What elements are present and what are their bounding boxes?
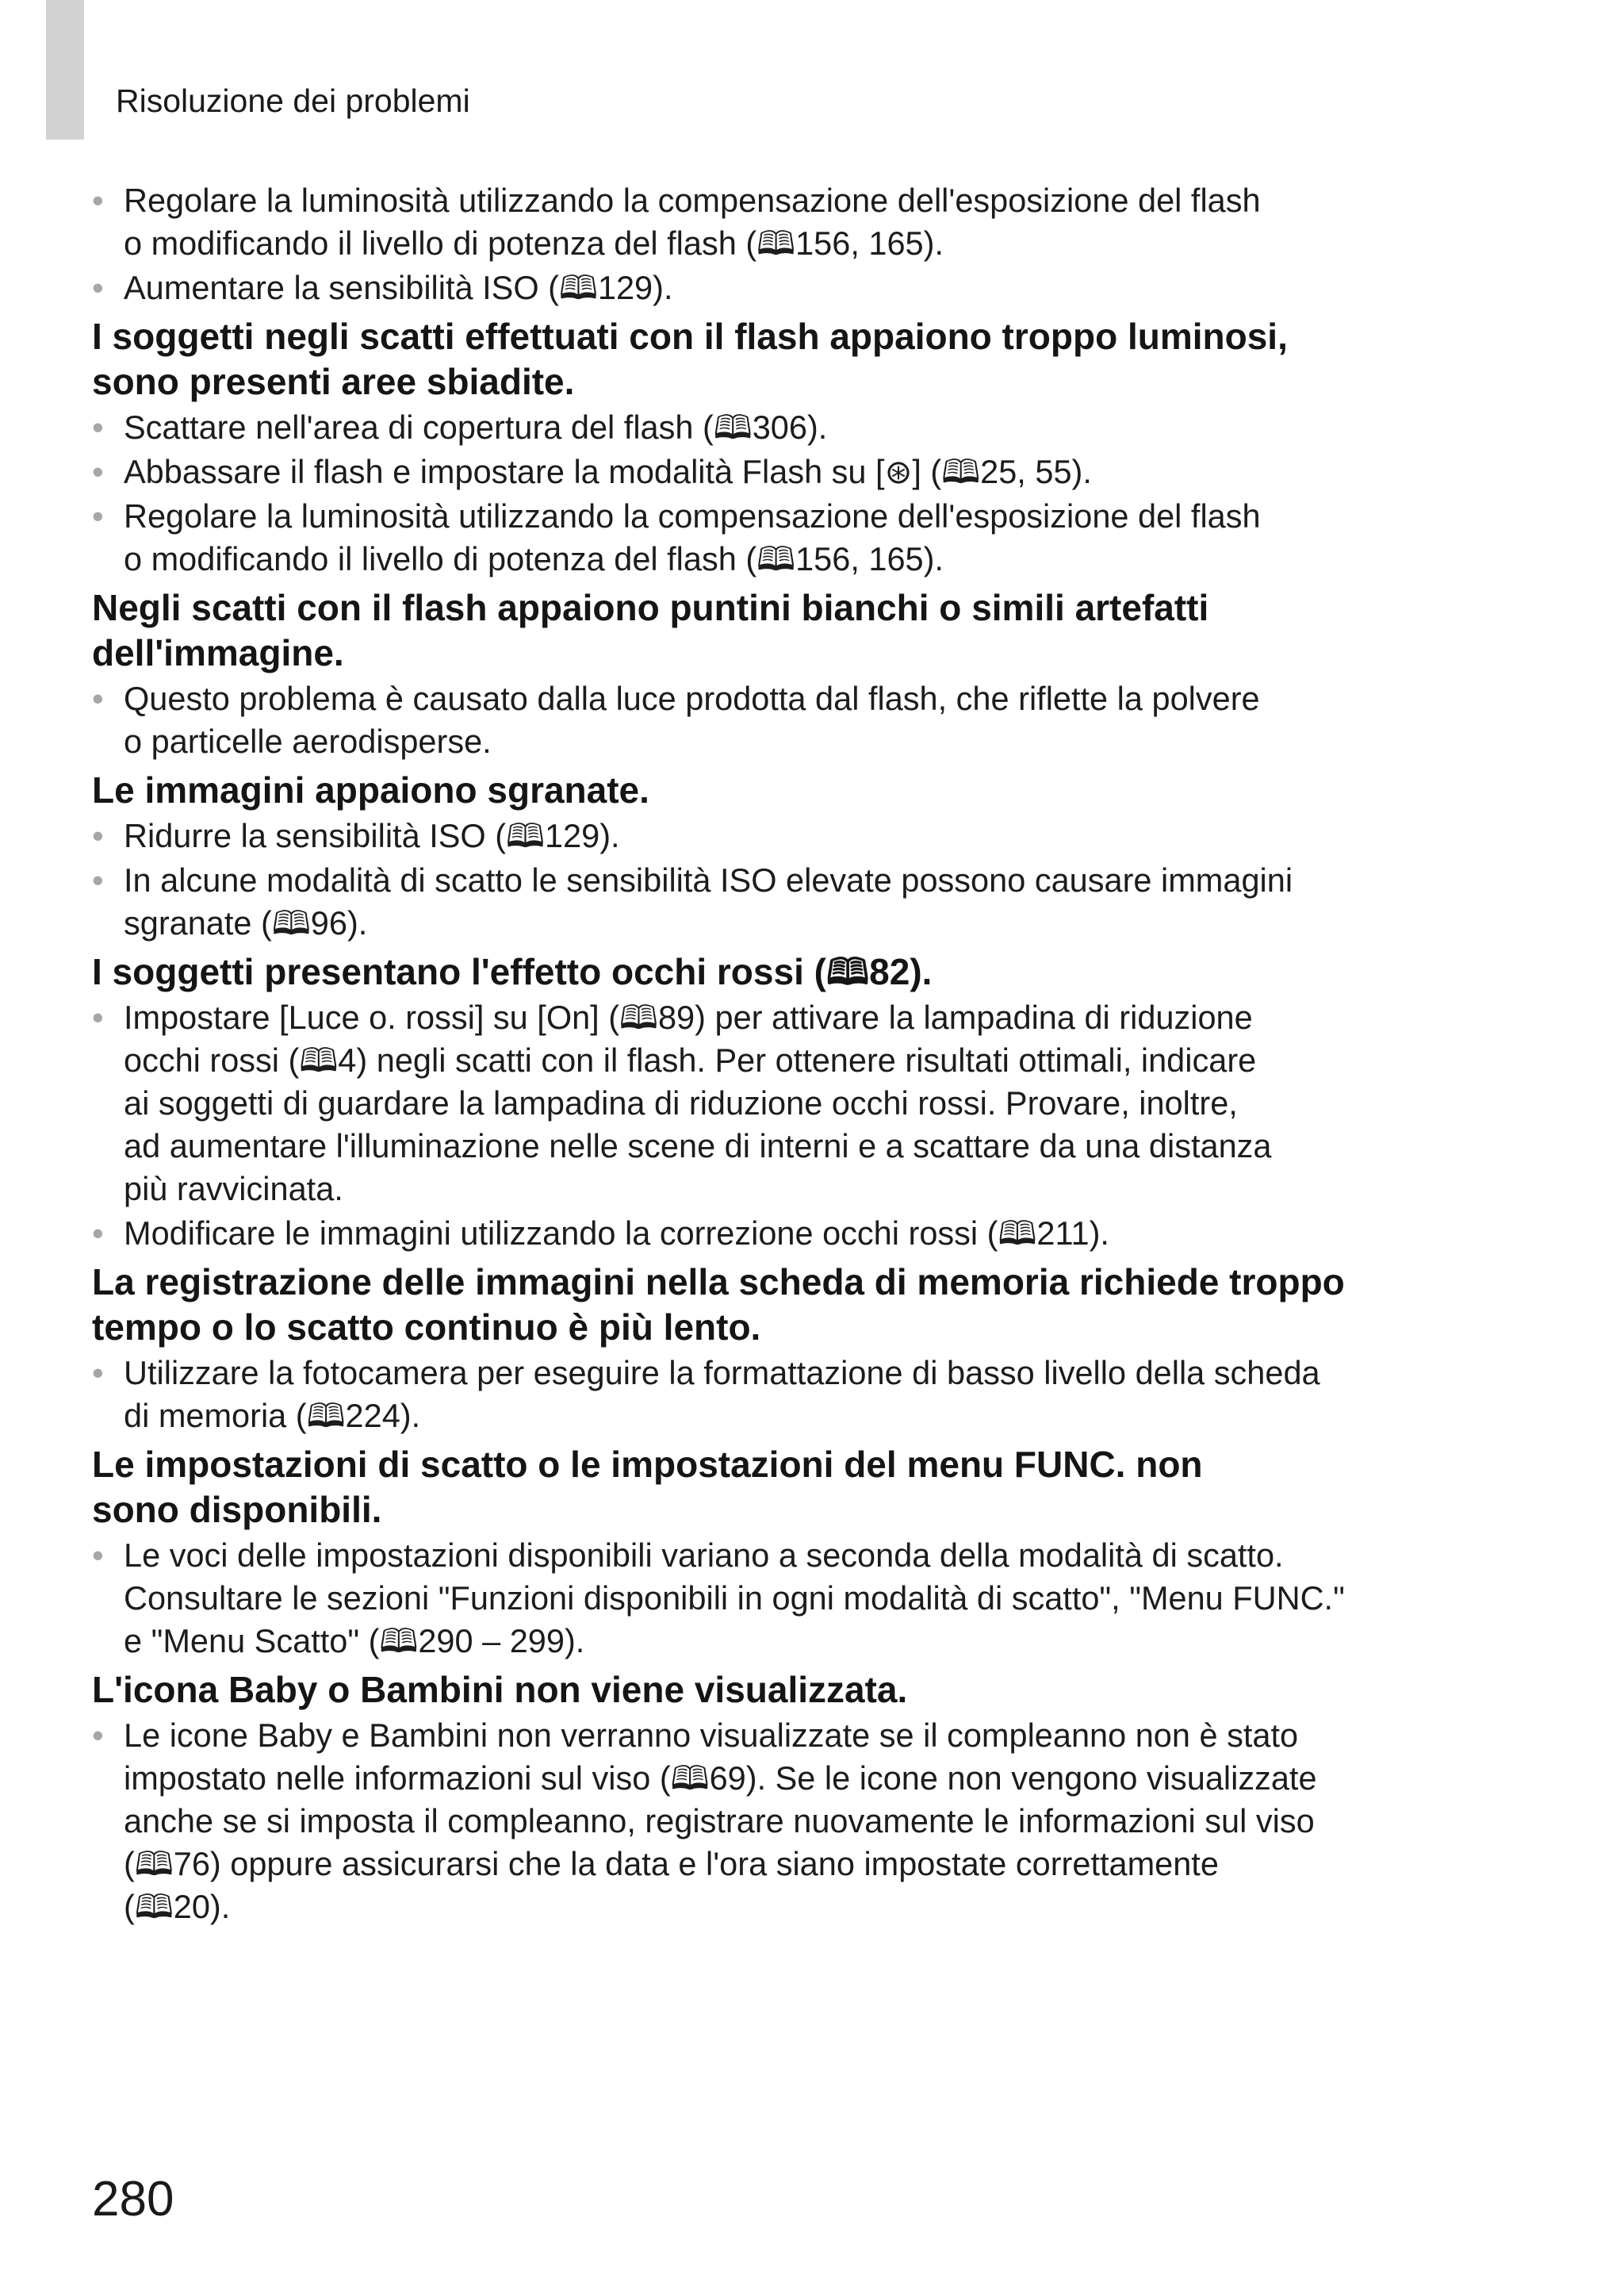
bullet-item	[92, 1212, 1519, 1255]
bullet-text-line: anche se si imposta il compleanno, registrare nuovamente le informazioni sul viso	[124, 1802, 1315, 1839]
bullet-item	[92, 451, 1519, 493]
section-bullet-list	[92, 1352, 1519, 1437]
bullet-text-line: Consultare le sezioni "Funzioni disponibili in ogni modalità di scatto", "Menu FUNC."	[124, 1579, 1345, 1617]
section-label: Risoluzione dei problemi	[116, 82, 470, 119]
section-heading	[92, 949, 1519, 995]
section-heading	[92, 314, 1519, 405]
bullet-text-line: o modificando il livello di potenza del flash (🕮156, 165).	[124, 540, 944, 577]
section-heading-line: Le immagini appaiono sgranate.	[92, 769, 649, 811]
troubleshooting-section	[92, 585, 1519, 763]
bullet-item	[92, 495, 1519, 581]
bullet-item	[92, 859, 1519, 945]
bullet-text-line: Modificare le immagini utilizzando la correzione occhi rossi (🕮211).	[124, 1214, 1109, 1252]
bullet-text-line: ad aumentare l'illuminazione nelle scene di interni e a scattare da una distanza	[124, 1127, 1272, 1164]
section-heading-line: I soggetti negli scatti effettuati con il flash appaiono troppo luminosi,	[92, 316, 1288, 357]
bullet-item	[92, 1534, 1519, 1663]
bullet-text-line: Le icone Baby e Bambini non verranno visualizzate se il compleanno non è stato	[124, 1717, 1299, 1754]
section-bullet-list	[92, 677, 1519, 763]
page-number: 280	[92, 2172, 174, 2227]
troubleshooting-section	[92, 1667, 1519, 1928]
bullet-item	[92, 815, 1519, 857]
bullet-text-line: Questo problema è causato dalla luce prodotta dal flash, che riflette la polvere	[124, 680, 1260, 717]
section-bullet-list	[92, 1534, 1519, 1663]
troubleshooting-section	[92, 314, 1519, 581]
section-heading-line: La registrazione delle immagini nella scheda di memoria richiede troppo	[92, 1261, 1345, 1302]
section-heading	[92, 1442, 1519, 1532]
bullet-item	[92, 677, 1519, 763]
section-bullet-list	[92, 815, 1519, 945]
bullet-text-line: Utilizzare la fotocamera per eseguire la formattazione di basso livello della scheda	[124, 1354, 1320, 1391]
section-heading-line: I soggetti presentano l'effetto occhi rossi (🕮82).	[92, 951, 933, 992]
bullet-text-line: (🕮76) oppure assicurarsi che la data e l'ora siano impostate correttamente	[124, 1845, 1219, 1882]
bullet-text-line: In alcune modalità di scatto le sensibilità ISO elevate possono causare immagini	[124, 861, 1293, 899]
bullet-dot-icon: •	[92, 1717, 104, 1754]
troubleshooting-section	[92, 1260, 1519, 1437]
bullet-text-line: ai soggetti di guardare la lampadina di riduzione occhi rossi. Provare, inoltre,	[124, 1084, 1238, 1122]
bullet-text-line: Regolare la luminosità utilizzando la compensazione dell'esposizione del flash	[124, 497, 1261, 535]
intro-bullet-list	[92, 179, 1519, 309]
bullet-text-line: occhi rossi (🕮4) negli scatti con il flash. Per ottenere risultati ottimali, indicare	[124, 1041, 1257, 1079]
page-content	[92, 179, 1519, 1930]
bullet-dot-icon: •	[92, 453, 104, 490]
bullet-text-line: Abbassare il flash e impostare la modalità Flash su [⊛] (🕮25, 55).	[124, 453, 1092, 490]
section-heading-line: dell'immagine.	[92, 632, 344, 673]
bullet-dot-icon: •	[92, 999, 104, 1036]
bullet-text-line: o particelle aerodisperse.	[124, 723, 492, 760]
bullet-item	[92, 179, 1519, 265]
section-heading-line: L'icona Baby o Bambini non viene visualizzata.	[92, 1669, 908, 1710]
bullet-dot-icon: •	[92, 1536, 104, 1574]
bullet-dot-icon: •	[92, 861, 104, 899]
bullet-item	[92, 1714, 1519, 1928]
section-heading	[92, 1260, 1519, 1350]
bullet-text-line: o modificando il livello di potenza del flash (🕮156, 165).	[124, 224, 944, 262]
bullet-dot-icon: •	[92, 269, 104, 306]
bullet-dot-icon: •	[92, 409, 104, 446]
bullet-item	[92, 996, 1519, 1210]
section-heading-line: sono disponibili.	[92, 1489, 382, 1530]
bullet-text-line: sgranate (🕮96).	[124, 904, 368, 942]
section-heading-line: Negli scatti con il flash appaiono puntini bianchi o simili artefatti	[92, 587, 1209, 628]
bullet-text-line: più ravvicinata.	[124, 1170, 343, 1207]
troubleshooting-section	[92, 768, 1519, 945]
bullet-item	[92, 406, 1519, 449]
bullet-text-line: Aumentare la sensibilità ISO (🕮129).	[124, 269, 673, 306]
bullet-text-line: Ridurre la sensibilità ISO (🕮129).	[124, 817, 620, 854]
troubleshooting-section	[92, 1442, 1519, 1663]
section-heading-line: tempo o lo scatto continuo è più lento.	[92, 1306, 761, 1348]
section-heading-line: Le impostazioni di scatto o le impostazioni del menu FUNC. non	[92, 1444, 1203, 1485]
bullet-text-line: Le voci delle impostazioni disponibili variano a seconda della modalità di scatto.	[124, 1536, 1284, 1574]
bullet-text-line: Regolare la luminosità utilizzando la compensazione dell'esposizione del flash	[124, 182, 1261, 219]
section-heading	[92, 768, 1519, 813]
section-heading	[92, 1667, 1519, 1713]
bullet-item	[92, 1352, 1519, 1437]
bullet-text-line: Impostare [Luce o. rossi] su [On] (🕮89) per attivare la lampadina di riduzione	[124, 999, 1253, 1036]
troubleshooting-sections	[92, 314, 1519, 1928]
bullet-item	[92, 267, 1519, 309]
bullet-dot-icon: •	[92, 680, 104, 717]
side-tab-marker	[46, 0, 84, 140]
bullet-text-line: impostato nelle informazioni sul viso (🕮69). Se le icone non vengono visualizzate	[124, 1759, 1317, 1797]
bullet-text-line: di memoria (🕮224).	[124, 1397, 421, 1434]
bullet-dot-icon: •	[92, 1354, 104, 1391]
bullet-dot-icon: •	[92, 817, 104, 854]
section-heading	[92, 585, 1519, 676]
section-bullet-list	[92, 1714, 1519, 1928]
troubleshooting-section	[92, 949, 1519, 1255]
bullet-dot-icon: •	[92, 182, 104, 219]
section-bullet-list	[92, 406, 1519, 581]
bullet-dot-icon: •	[92, 497, 104, 535]
bullet-text-line: Scattare nell'area di copertura del flash (🕮306).	[124, 409, 828, 446]
section-bullet-list	[92, 996, 1519, 1255]
bullet-dot-icon: •	[92, 1214, 104, 1252]
section-heading-line: sono presenti aree sbiadite.	[92, 361, 575, 402]
bullet-text-line: (🕮20).	[124, 1888, 231, 1925]
bullet-text-line: e "Menu Scatto" (🕮290 – 299).	[124, 1622, 585, 1659]
